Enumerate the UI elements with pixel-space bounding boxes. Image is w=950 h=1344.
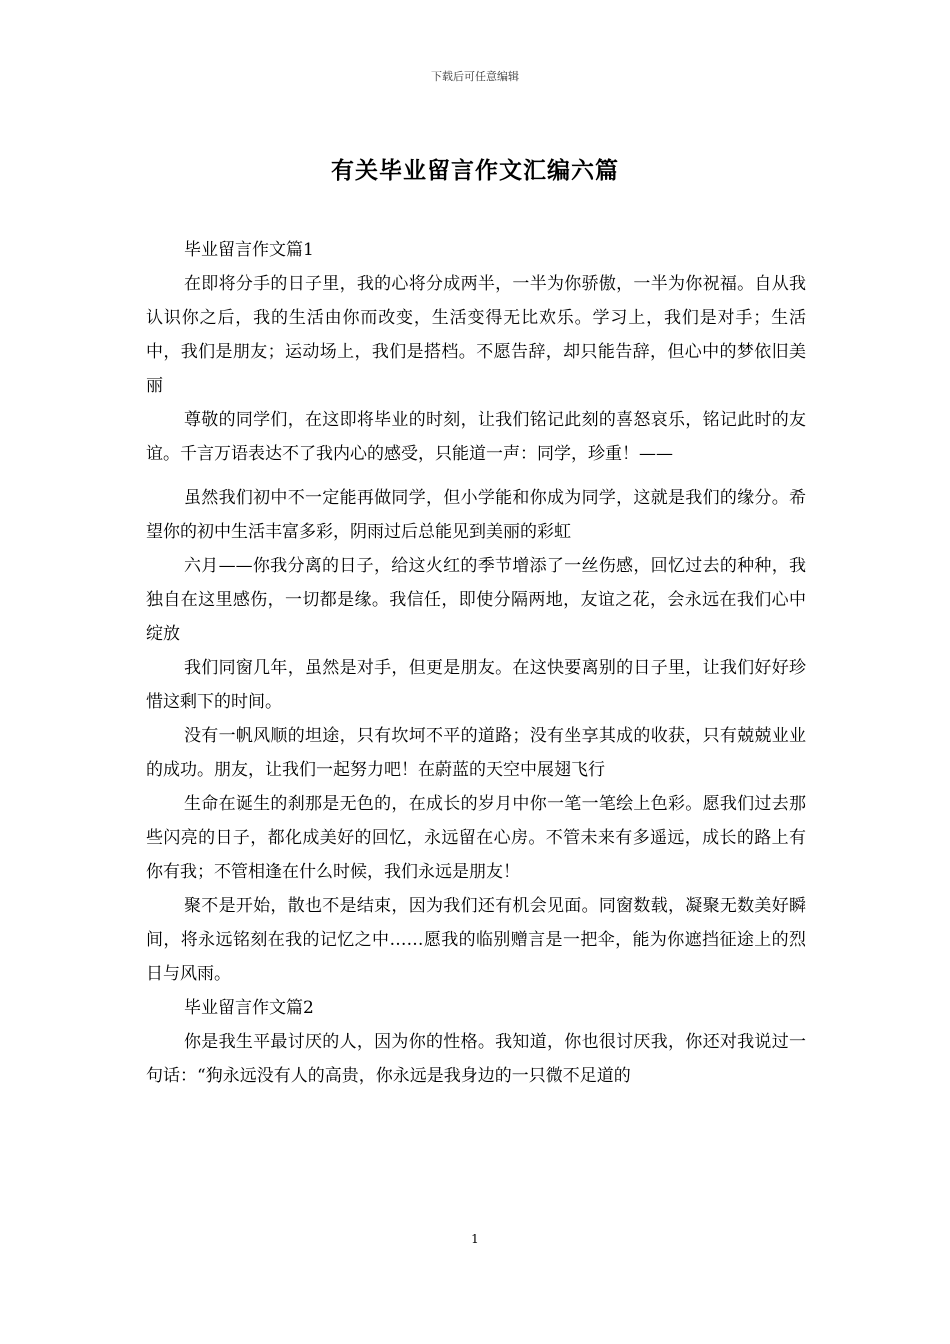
paragraph: 尊敬的同学们，在这即将毕业的时刻，让我们铭记此刻的喜怒哀乐，铭记此时的友谊。千言万语表达不了我内心的感受，只能道一声：同学，珍重！—— xyxy=(146,410,806,464)
paragraph: 生命在诞生的刹那是无色的，在成长的岁月中你一笔一笔绘上色彩。愿我们过去那些闪亮的日子，都化成美好的回忆，永远留在心房。不管未来有多遥远，成长的路上有你有我；不管相逢在什么时候，我们永远是朋友！ xyxy=(146,794,806,882)
paragraph: 六月——你我分离的日子，给这火红的季节增添了一丝伤感，回忆过去的种种，我独自在这里感伤，一切都是缘。我信任，即使分隔两地，友谊之花，会永远在我们心中绽放 xyxy=(146,556,806,644)
paragraph: 在即将分手的日子里，我的心将分成两半，一半为你骄傲，一半为你祝福。自从我认识你之后，我的生活由你而改变，生活变得无比欢乐。学习上，我们是对手；生活中，我们是朋友；运动场上，我们是搭档。不愿告辞，却只能告辞，但心中的梦依旧美丽 xyxy=(146,274,806,396)
document-title: 有关毕业留言作文汇编六篇 xyxy=(331,157,619,184)
paragraph: 虽然我们初中不一定能再做同学，但小学能和你成为同学，这就是我们的缘分。希望你的初中生活丰富多彩，阴雨过后总能见到美丽的彩虹 xyxy=(146,488,806,542)
section-heading-1: 毕业留言作文篇1 xyxy=(184,240,314,260)
paragraph: 聚不是开始，散也不是结束，因为我们还有机会见面。同窗数载，凝聚无数美好瞬间，将永远铭刻在我的记忆之中……愿我的临别赠言是一把伞，能为你遮挡征途上的烈日与风雨。 xyxy=(146,896,806,984)
page-number: 1 xyxy=(471,1232,479,1246)
document-body xyxy=(146,233,806,1093)
header-note: 下载后可任意编辑 xyxy=(431,70,519,83)
paragraph: 我们同窗几年，虽然是对手，但更是朋友。在这快要离别的日子里，让我们好好珍惜这剩下的时间。 xyxy=(146,658,806,712)
section-heading-2: 毕业留言作文篇2 xyxy=(184,998,314,1018)
paragraph: 你是我生平最讨厌的人，因为你的性格。我知道，你也很讨厌我，你还对我说过一句话：“狗永远没有人的高贵，你永远是我身边的一只微不足道的 xyxy=(146,1032,806,1086)
paragraph: 没有一帆风顺的坦途，只有坎坷不平的道路；没有坐享其成的收获，只有兢兢业业的成功。朋友，让我们一起努力吧！在蔚蓝的天空中展翅飞行 xyxy=(146,726,806,780)
